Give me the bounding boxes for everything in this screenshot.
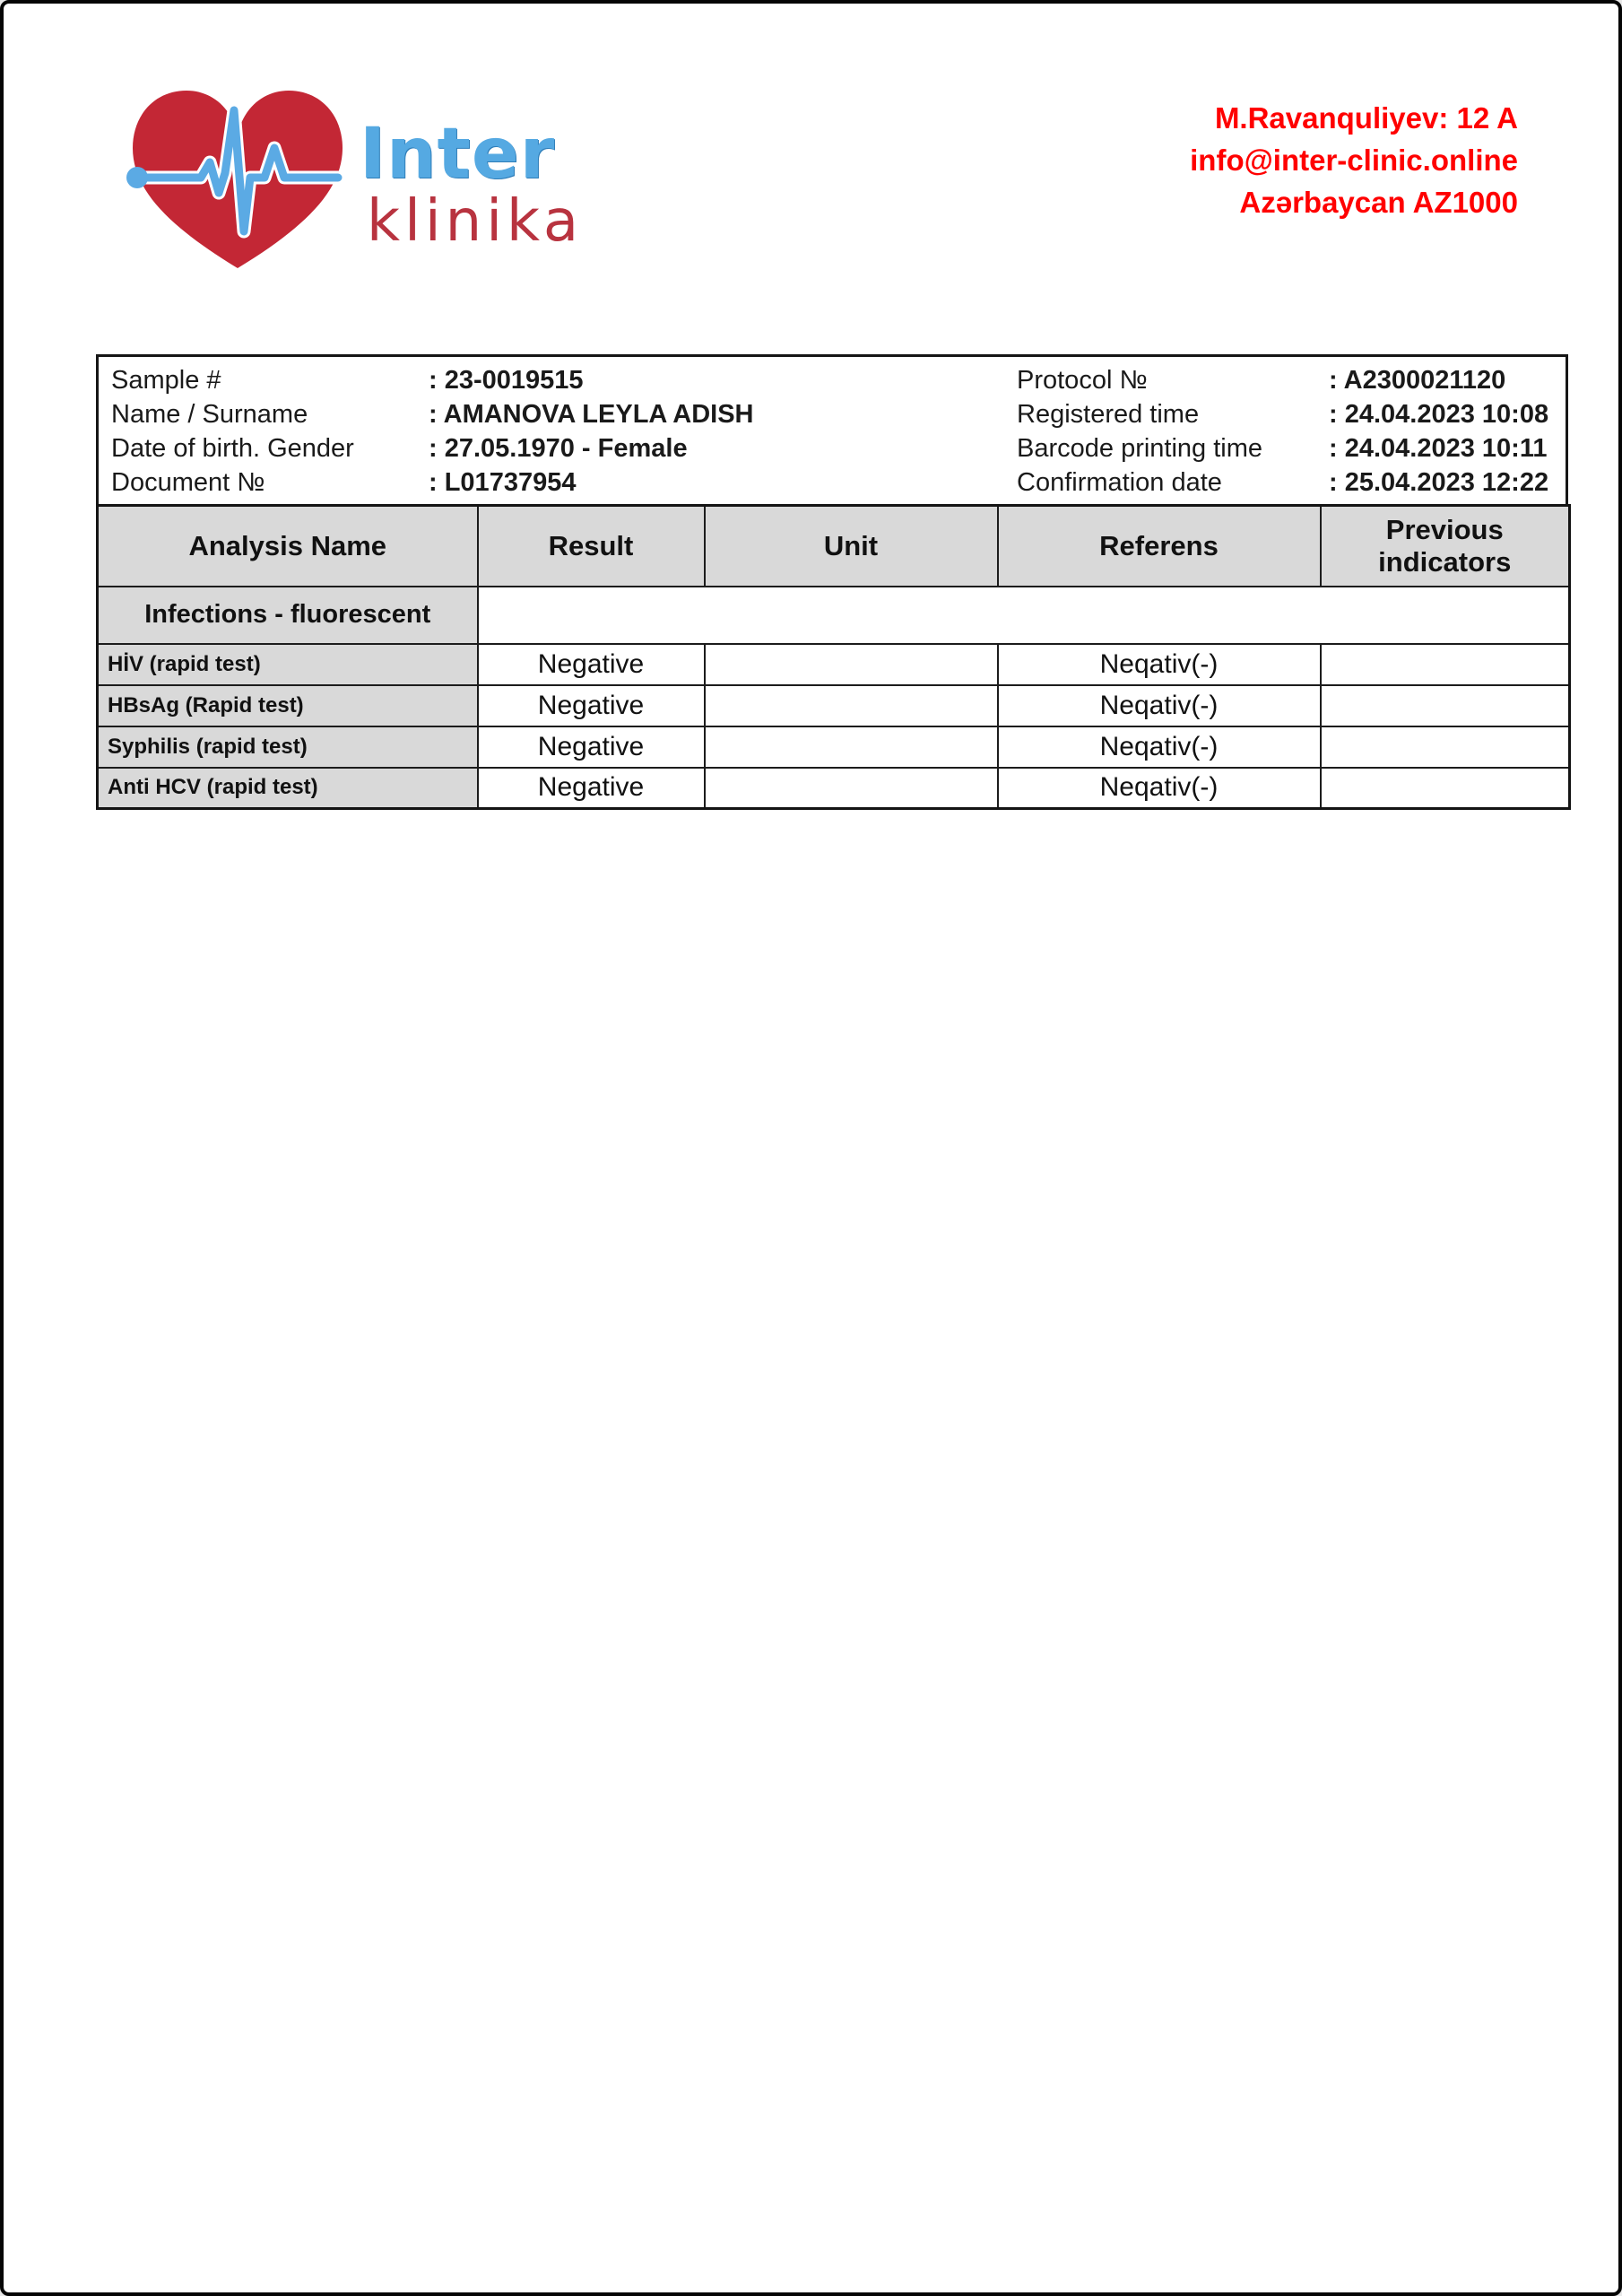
birth-gender-label: Date of birth. Gender xyxy=(111,434,354,463)
unit-cell xyxy=(705,768,998,809)
analysis-name-cell: Syphilis (rapid test) xyxy=(98,726,478,768)
protocol-number-value: : A2300021120 xyxy=(1329,366,1506,395)
header-previous-indicators: Previous indicators xyxy=(1321,506,1570,587)
heart-ekg-icon xyxy=(125,83,351,273)
protocol-number-label: Protocol № xyxy=(1017,366,1148,395)
section-row-empty xyxy=(478,587,1570,644)
result-cell: Negative xyxy=(478,685,705,726)
document-number-value: : L01737954 xyxy=(429,468,577,497)
barcode-time-value: : 24.04.2023 10:11 xyxy=(1329,434,1548,463)
result-cell: Negative xyxy=(478,726,705,768)
brand-name-klinika: klinika xyxy=(367,188,584,255)
results-table xyxy=(96,504,1571,810)
previous-cell xyxy=(1321,644,1570,685)
brand-name-inter: Inter xyxy=(360,114,556,195)
unit-cell xyxy=(705,685,998,726)
results-header-row xyxy=(98,506,1570,587)
referens-cell: Neqativ(-) xyxy=(998,644,1321,685)
previous-cell xyxy=(1321,726,1570,768)
document-number-label: Document № xyxy=(111,468,265,497)
referens-cell: Neqativ(-) xyxy=(998,685,1321,726)
header-referens: Referens xyxy=(998,506,1321,587)
referens-cell: Neqativ(-) xyxy=(998,726,1321,768)
analysis-name-cell: HBsAg (Rapid test) xyxy=(98,685,478,726)
table-row xyxy=(98,685,1570,726)
patient-info-grid xyxy=(99,363,1566,500)
clinic-name xyxy=(360,114,593,255)
contact-address-line: M.Ravanquliyev: 12 A xyxy=(1214,101,1518,135)
contact-email: info@inter-clinic.online xyxy=(1190,144,1518,177)
unit-cell xyxy=(705,726,998,768)
registered-time-label: Registered time xyxy=(1017,400,1200,429)
result-cell: Negative xyxy=(478,768,705,809)
confirmation-date-label: Confirmation date xyxy=(1017,468,1222,497)
result-cell: Negative xyxy=(478,644,705,685)
section-row xyxy=(98,587,1570,644)
previous-cell xyxy=(1321,768,1570,809)
referens-cell: Neqativ(-) xyxy=(998,768,1321,809)
clinic-contact-block xyxy=(1190,97,1518,223)
name-surname-label: Name / Surname xyxy=(111,400,308,429)
confirmation-date-value: : 25.04.2023 12:22 xyxy=(1329,468,1549,497)
table-row xyxy=(98,768,1570,809)
barcode-time-label: Barcode printing time xyxy=(1017,434,1263,463)
analysis-name-cell: HİV (rapid test) xyxy=(98,644,478,685)
analysis-name-cell: Anti HCV (rapid test) xyxy=(98,768,478,809)
header-analysis-name: Analysis Name xyxy=(98,506,478,587)
sample-number-value: : 23-0019515 xyxy=(429,366,584,395)
previous-cell xyxy=(1321,685,1570,726)
table-row xyxy=(98,726,1570,768)
header-result: Result xyxy=(478,506,705,587)
sample-number-label: Sample # xyxy=(111,366,221,395)
birth-gender-value: : 27.05.1970 - Female xyxy=(429,434,688,463)
header-unit: Unit xyxy=(705,506,998,587)
unit-cell xyxy=(705,644,998,685)
table-row xyxy=(98,644,1570,685)
section-title: Infections - fluorescent xyxy=(98,587,478,644)
registered-time-value: : 24.04.2023 10:08 xyxy=(1329,400,1549,429)
patient-info-box xyxy=(96,354,1568,510)
contact-country-zip: Azərbaycan AZ1000 xyxy=(1239,186,1518,219)
name-surname-value: : AMANOVA LEYLA ADISH xyxy=(429,400,754,429)
